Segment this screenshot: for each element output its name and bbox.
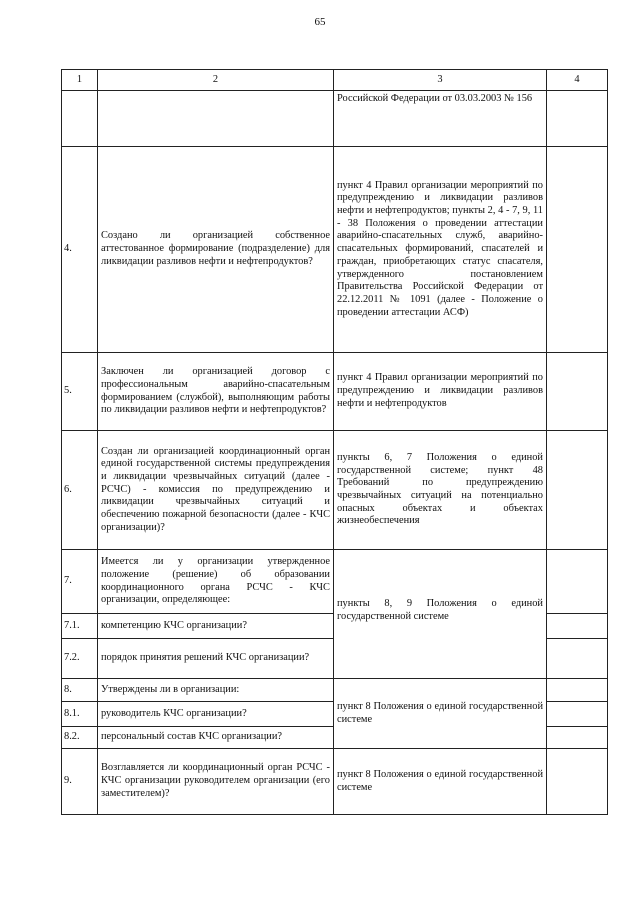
row-question: Утверждены ли в организации: [98, 679, 334, 702]
row-note [547, 353, 608, 431]
row-question: порядок принятия решений КЧС организации? [98, 639, 334, 679]
page-number: 65 [314, 16, 326, 28]
table-row [62, 147, 608, 353]
row-basis: пункт 8 Положения о единой государственной системе [334, 749, 547, 815]
row-question: Возглавляется ли координационный орган РСЧС - КЧС организации руководителем организации (его заместителем)? [98, 749, 334, 815]
row-note [547, 614, 608, 639]
row-basis-merged: пункт 8 Положения о единой государственной системе [334, 679, 547, 749]
row-number: 7. [62, 550, 98, 614]
header-col-3: 3 [334, 70, 547, 91]
row-note [547, 147, 608, 353]
row-number: 8. [62, 679, 98, 702]
row-question: Заключен ли организацией договор с профессиональным аварийно-спасательным формированием (службой), выполняющим работы по ликвидации разливов нефти и нефтепродуктов? [98, 353, 334, 431]
row-basis-merged: пункты 8, 9 Положения о единой государственной системе [334, 550, 547, 679]
checklist-table [61, 69, 608, 815]
row-number [62, 91, 98, 147]
header-col-2: 2 [98, 70, 334, 91]
row-note [547, 550, 608, 614]
row-note [547, 431, 608, 550]
row-question: компетенцию КЧС организации? [98, 614, 334, 639]
row-note [547, 702, 608, 727]
row-number: 8.1. [62, 702, 98, 727]
table-row [62, 550, 608, 614]
row-number: 5. [62, 353, 98, 431]
row-number: 4. [62, 147, 98, 353]
row-question: Создано ли организацией собственное аттестованное формирование (подразделение) для ликвидации разливов нефти и нефтепродуктов? [98, 147, 334, 353]
table-row [62, 749, 608, 815]
row-question: руководитель КЧС организации? [98, 702, 334, 727]
table-row [62, 91, 608, 147]
header-col-1: 1 [62, 70, 98, 91]
row-number: 7.1. [62, 614, 98, 639]
row-question: Создан ли организацией координационный орган единой государственной системы предупреждения и ликвидации чрезвычайных ситуаций (далее - РСЧС) - комиссия по предупреждению и ликвидации чрезвычайных ситуаций и обеспечению пожарной безопасности (далее - КЧС организации)? [98, 431, 334, 550]
table-header-row [62, 70, 608, 91]
row-number: 7.2. [62, 639, 98, 679]
table-row [62, 353, 608, 431]
row-basis: пункты 6, 7 Положения о единой государственной системе; пункт 48 Требований по предупреждению чрезвычайных ситуаций на потенциально опасных объектах и объектах жизнеобеспечения [334, 431, 547, 550]
row-number: 8.2. [62, 727, 98, 749]
row-number: 9. [62, 749, 98, 815]
row-basis: Российской Федерации от 03.03.2003 № 156 [334, 91, 547, 147]
row-note [547, 639, 608, 679]
table-row [62, 679, 608, 702]
row-question: Имеется ли у организации утвержденное положение (решение) об образовании координационного органа РСЧС - КЧС организации, определяющее: [98, 550, 334, 614]
row-basis: пункт 4 Правил организации мероприятий по предупреждению и ликвидации разливов нефти и нефтепродуктов [334, 353, 547, 431]
row-note [547, 727, 608, 749]
table-row [62, 431, 608, 550]
row-question [98, 91, 334, 147]
row-note [547, 91, 608, 147]
header-col-4: 4 [547, 70, 608, 91]
row-number: 6. [62, 431, 98, 550]
row-note [547, 749, 608, 815]
row-basis: пункт 4 Правил организации мероприятий по предупреждению и ликвидации разливов нефти и нефтепродуктов; пункты 2, 4 - 7, 9, 11 - 38 Положения о проведении аттестации аварийно-спасательных служб, аварийно-спасательных формирований, спасателей и граждан, приобретающих статус спасателя, утвержденного постановлением Правительства Российской Федерации от 22.12.2011 № 1091 (далее - Положение о проведении аттестации АСФ) [334, 147, 547, 353]
row-note [547, 679, 608, 702]
row-question: персональный состав КЧС организации? [98, 727, 334, 749]
